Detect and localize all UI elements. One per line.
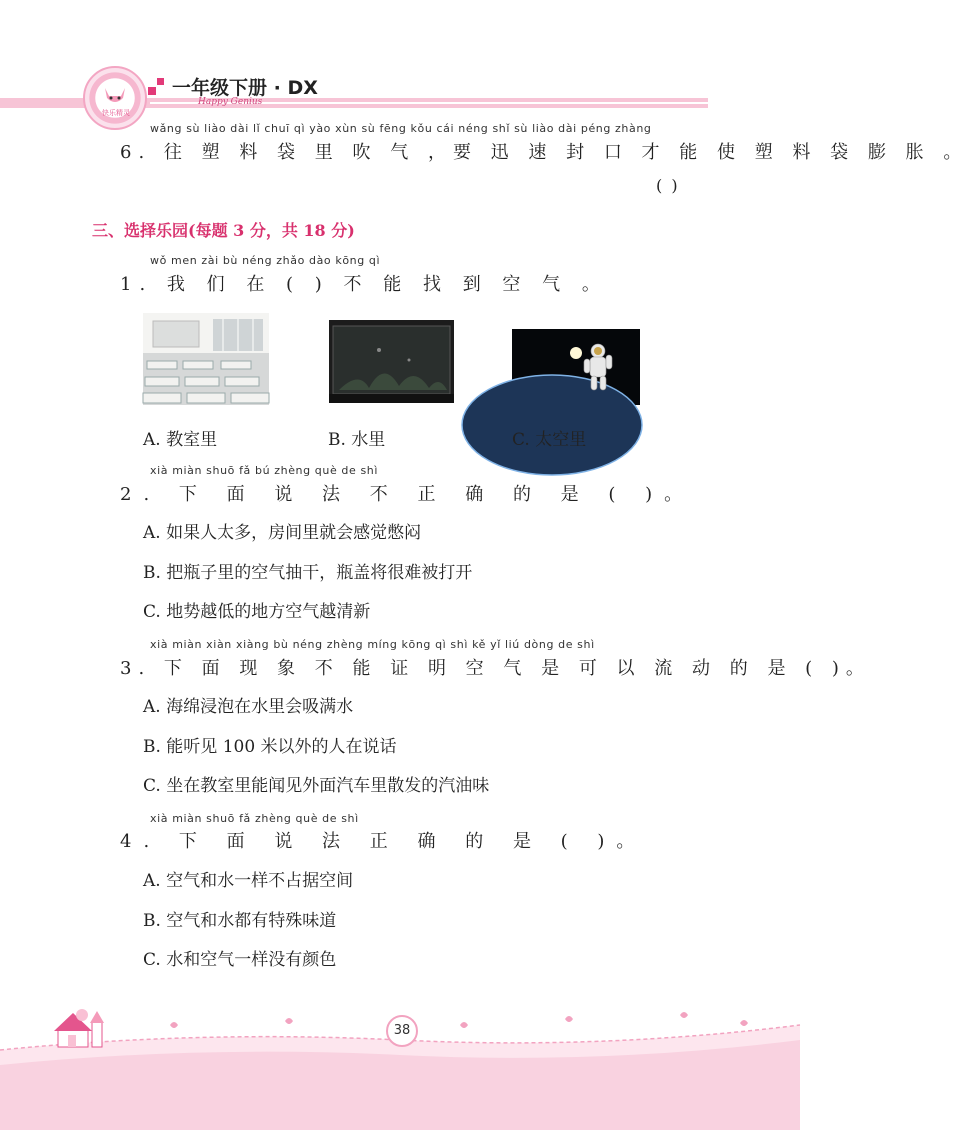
page-number: 38 — [386, 1015, 418, 1047]
house-icon — [54, 1009, 104, 1047]
q1-text: 1. 我 们 在 ( ) 不 能 找 到 空 气 。 — [120, 274, 608, 295]
q6-answer-blank[interactable]: ( ) — [656, 176, 680, 195]
logo — [83, 66, 147, 130]
q3-option-b[interactable]: B. 能听见 100 米以外的人在说话 — [143, 737, 397, 757]
astronaut-space-photo — [512, 329, 640, 405]
q2-pinyin: xià miàn shuō fǎ bú zhèng què de shì — [150, 464, 379, 477]
section-title: 三、选择乐园(每题 3 分，共 18 分) — [92, 221, 355, 240]
q3-text: 3. 下 面 现 象 不 能 证 明 空 气 是 可 以 流 动 的 是 ( )。 — [120, 658, 871, 679]
square-bullet-icon — [148, 78, 166, 96]
logo-text: 快乐精灵 — [102, 109, 130, 117]
header-subtitle: Happy Genius — [198, 97, 263, 107]
aquarium-photo — [329, 320, 454, 403]
q4-option-c[interactable]: C. 水和空气一样没有颜色 — [143, 950, 337, 970]
classroom-photo — [143, 313, 269, 405]
q6-pinyin: wǎng sù liào dài lǐ chuī qì yào xùn sù fēng kǒu cái néng shǐ sù liào dài péng zhàng — [150, 122, 652, 135]
q2-option-c[interactable]: C. 地势越低的地方空气越清新 — [143, 602, 371, 622]
q4-text: 4. 下 面 说 法 正 确 的 是 ( )。 — [120, 831, 647, 852]
page-title: 一年级下册 · DX — [172, 77, 318, 99]
q1-option-a[interactable]: A. 教室里 — [143, 430, 218, 450]
q2-option-b[interactable]: B. 把瓶子里的空气抽干，瓶盖将很难被打开 — [143, 563, 473, 583]
q4-pinyin: xià miàn shuō fǎ zhèng què de shì — [150, 812, 359, 825]
q1-option-b[interactable]: B. 水里 — [328, 430, 386, 450]
q2-option-a[interactable]: A. 如果人太多，房间里就会感觉憋闷 — [143, 523, 422, 543]
q6-text: 6. 往 塑 料 袋 里 吹 气 ，要 迅 速 封 口 才 能 使 塑 料 袋 膨 胀 。 — [120, 142, 968, 163]
q3-option-c[interactable]: C. 坐在教室里能闻见外面汽车里散发的汽油味 — [143, 776, 490, 796]
q4-option-a[interactable]: A. 空气和水一样不占据空间 — [143, 871, 354, 891]
q1-pinyin: wǒ men zài bù néng zhǎo dào kōng qì — [150, 254, 381, 267]
q4-option-b[interactable]: B. 空气和水都有特殊味道 — [143, 911, 337, 931]
q2-text: 2. 下 面 说 法 不 正 确 的 是 ( )。 — [120, 484, 695, 505]
q3-pinyin: xià miàn xiàn xiàng bù néng zhèng míng kōng qì shì kě yǐ liú dòng de shì — [150, 638, 595, 651]
q3-option-a[interactable]: A. 海绵浸泡在水里会吸满水 — [143, 697, 354, 717]
q1-option-c[interactable]: C. 太空里 — [512, 430, 587, 450]
